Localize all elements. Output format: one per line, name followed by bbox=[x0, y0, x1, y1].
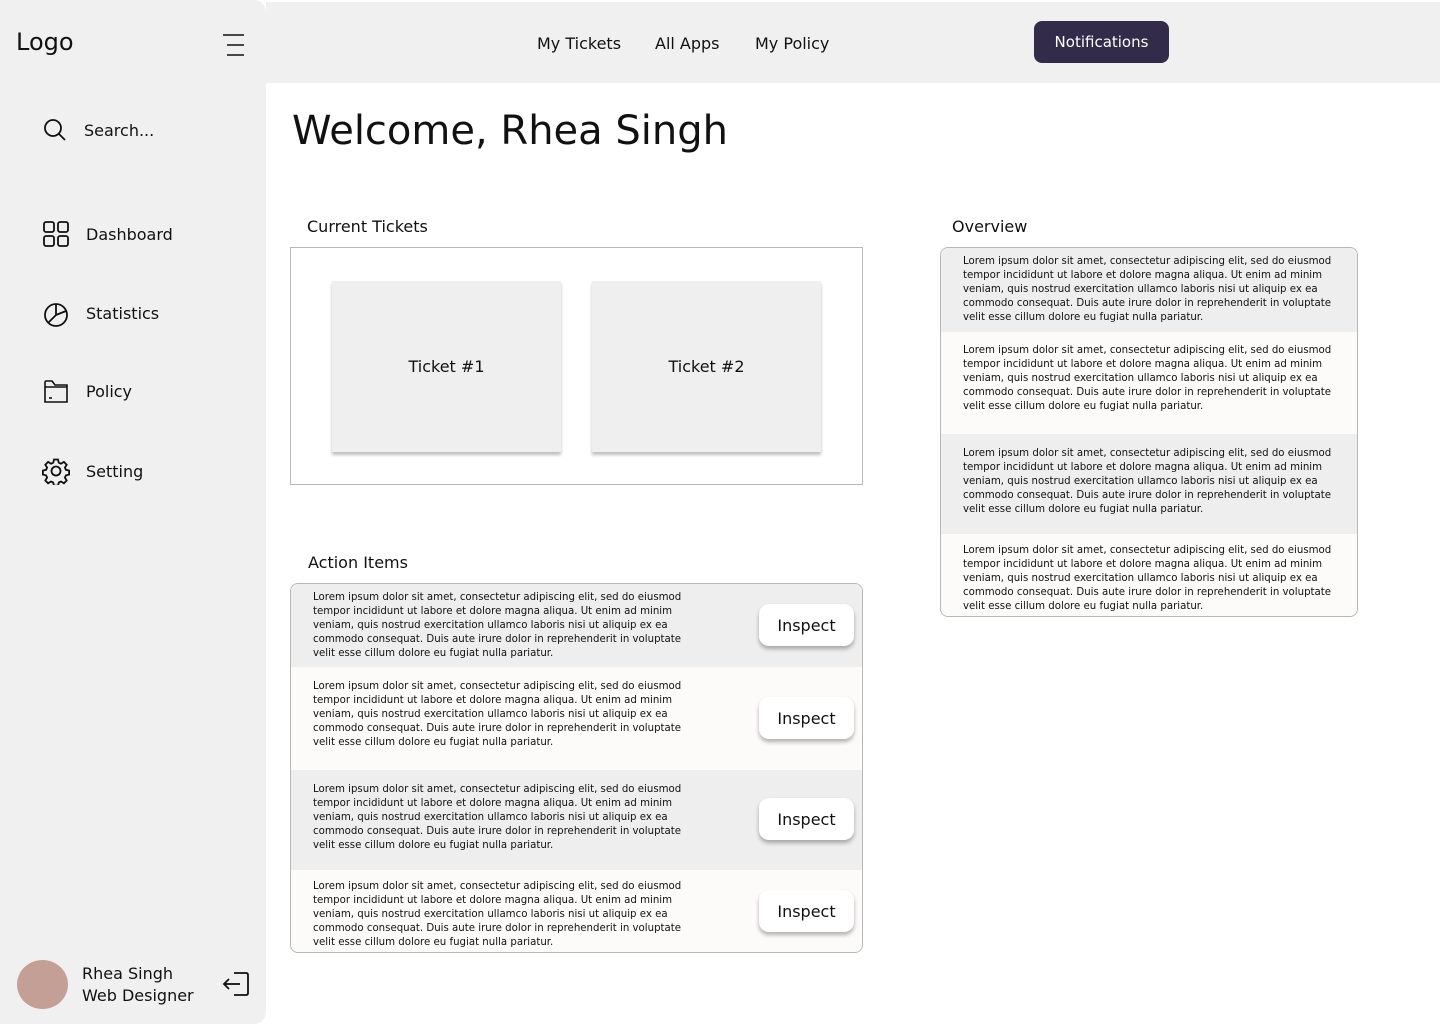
overview-text: Lorem ipsum dolor sit amet, consectetur adipiscing elit, sed do eiusmod tempor incididunt ut labore et dolore magna aliqua. Ut enim ad minim veniam, quis nostrud exercitation ullamco laboris nisi ut aliquip ex ea commodo consequat. Duis aute irure dolor in reprehenderit in voluptate velit esse cillum dolore eu fugiat nulla pariatur. bbox=[963, 256, 1332, 323]
inspect-button[interactable]: Inspect bbox=[759, 604, 854, 646]
overview-title: Overview bbox=[952, 217, 1028, 236]
overview-text: Lorem ipsum dolor sit amet, consectetur adipiscing elit, sed do eiusmod tempor incididunt ut labore et dolore magna aliqua. Ut enim ad minim veniam, quis nostrud exercitation ullamco laboris nisi ut aliquip ex ea commodo consequat. Duis aute irure dolor in reprehenderit in voluptate velit esse cillum dolore eu fugiat nulla pariatur. bbox=[963, 545, 1332, 612]
overview-row bbox=[941, 534, 1357, 617]
inspect-button[interactable]: Inspect bbox=[759, 798, 854, 840]
sidebar-item-label: Dashboard bbox=[86, 224, 173, 244]
page-title: Welcome, Rhea Singh bbox=[292, 108, 728, 154]
logo: Logo bbox=[16, 28, 74, 56]
overview-text: Lorem ipsum dolor sit amet, consectetur adipiscing elit, sed do eiusmod tempor incididunt ut labore et dolore magna aliqua. Ut enim ad minim veniam, quis nostrud exercitation ullamco laboris nisi ut aliquip ex ea commodo consequat. Duis aute irure dolor in reprehenderit in voluptate velit esse cillum dolore eu fugiat nulla pariatur. bbox=[963, 448, 1332, 515]
inspect-button[interactable]: Inspect bbox=[759, 890, 854, 932]
overview-row bbox=[941, 434, 1357, 534]
sidebar-item-policy[interactable] bbox=[42, 377, 132, 405]
menu-icon[interactable] bbox=[220, 32, 246, 58]
user-name: Rhea Singh bbox=[82, 963, 174, 983]
overview-text: Lorem ipsum dolor sit amet, consectetur adipiscing elit, sed do eiusmod tempor incididunt ut labore et dolore magna aliqua. Ut enim ad minim veniam, quis nostrud exercitation ullamco laboris nisi ut aliquip ex ea commodo consequat. Duis aute irure dolor in reprehenderit in voluptate velit esse cillum dolore eu fugiat nulla pariatur. bbox=[963, 345, 1332, 412]
sidebar bbox=[0, 0, 266, 1024]
ticket-card[interactable]: Ticket #1 bbox=[332, 281, 561, 452]
nav-my-policy[interactable]: My Policy bbox=[755, 34, 830, 53]
logout-icon[interactable] bbox=[220, 968, 252, 1000]
overview-row bbox=[941, 332, 1357, 434]
action-item-text: Lorem ipsum dolor sit amet, consectetur adipiscing elit, sed do eiusmod tempor incididunt ut labore et dolore magna aliqua. Ut enim ad minim veniam, quis nostrud exercitation ullamco laboris nisi ut aliquip ex ea commodo consequat. Duis aute irure dolor in reprehenderit in voluptate velit esse cillum dolore eu fugiat nulla pariatur. bbox=[313, 784, 682, 851]
search-input[interactable] bbox=[84, 121, 234, 140]
current-tickets-panel bbox=[290, 247, 863, 485]
action-item-row bbox=[291, 870, 862, 953]
action-items-title: Action Items bbox=[308, 553, 408, 572]
folder-icon bbox=[42, 377, 70, 405]
sidebar-item-label: Policy bbox=[86, 381, 133, 401]
search-icon bbox=[42, 117, 68, 143]
user-role: Web Designer bbox=[82, 985, 194, 1005]
gear-icon bbox=[42, 457, 70, 485]
overview-panel bbox=[940, 247, 1358, 617]
action-item-row bbox=[291, 770, 862, 870]
sidebar-item-statistics[interactable] bbox=[42, 299, 159, 327]
action-item-text: Lorem ipsum dolor sit amet, consectetur adipiscing elit, sed do eiusmod tempor incididunt ut labore et dolore magna aliqua. Ut enim ad minim veniam, quis nostrud exercitation ullamco laboris nisi ut aliquip ex ea commodo consequat. Duis aute irure dolor in reprehenderit in voluptate velit esse cillum dolore eu fugiat nulla pariatur. bbox=[313, 681, 682, 748]
action-item-row bbox=[291, 667, 862, 770]
top-bar bbox=[266, 2, 1440, 83]
nav-my-tickets[interactable]: My Tickets bbox=[537, 34, 622, 53]
current-tickets-title: Current Tickets bbox=[307, 217, 428, 236]
notifications-button[interactable]: Notifications bbox=[1034, 21, 1169, 63]
overview-row bbox=[941, 248, 1357, 332]
avatar bbox=[17, 960, 68, 1009]
action-item-text: Lorem ipsum dolor sit amet, consectetur adipiscing elit, sed do eiusmod tempor incididunt ut labore et dolore magna aliqua. Ut enim ad minim veniam, quis nostrud exercitation ullamco laboris nisi ut aliquip ex ea commodo consequat. Duis aute irure dolor in reprehenderit in voluptate velit esse cillum dolore eu fugiat nulla pariatur. bbox=[313, 881, 682, 948]
inspect-button[interactable]: Inspect bbox=[759, 697, 854, 739]
action-item-row bbox=[291, 584, 862, 667]
user-profile[interactable] bbox=[17, 960, 194, 1009]
sidebar-item-label: Setting bbox=[86, 461, 144, 481]
nav-all-apps[interactable]: All Apps bbox=[655, 34, 720, 53]
pie-chart-icon bbox=[42, 299, 70, 327]
sidebar-item-dashboard[interactable] bbox=[42, 220, 173, 248]
action-items-panel bbox=[290, 583, 863, 953]
sidebar-item-setting[interactable] bbox=[42, 457, 143, 485]
grid-icon bbox=[42, 220, 70, 248]
action-item-text: Lorem ipsum dolor sit amet, consectetur adipiscing elit, sed do eiusmod tempor incididunt ut labore et dolore magna aliqua. Ut enim ad minim veniam, quis nostrud exercitation ullamco laboris nisi ut aliquip ex ea commodo consequat. Duis aute irure dolor in reprehenderit in voluptate velit esse cillum dolore eu fugiat nulla pariatur. bbox=[313, 592, 682, 659]
ticket-card[interactable]: Ticket #2 bbox=[592, 281, 821, 452]
sidebar-item-label: Statistics bbox=[86, 303, 160, 323]
search-box[interactable] bbox=[42, 117, 234, 143]
